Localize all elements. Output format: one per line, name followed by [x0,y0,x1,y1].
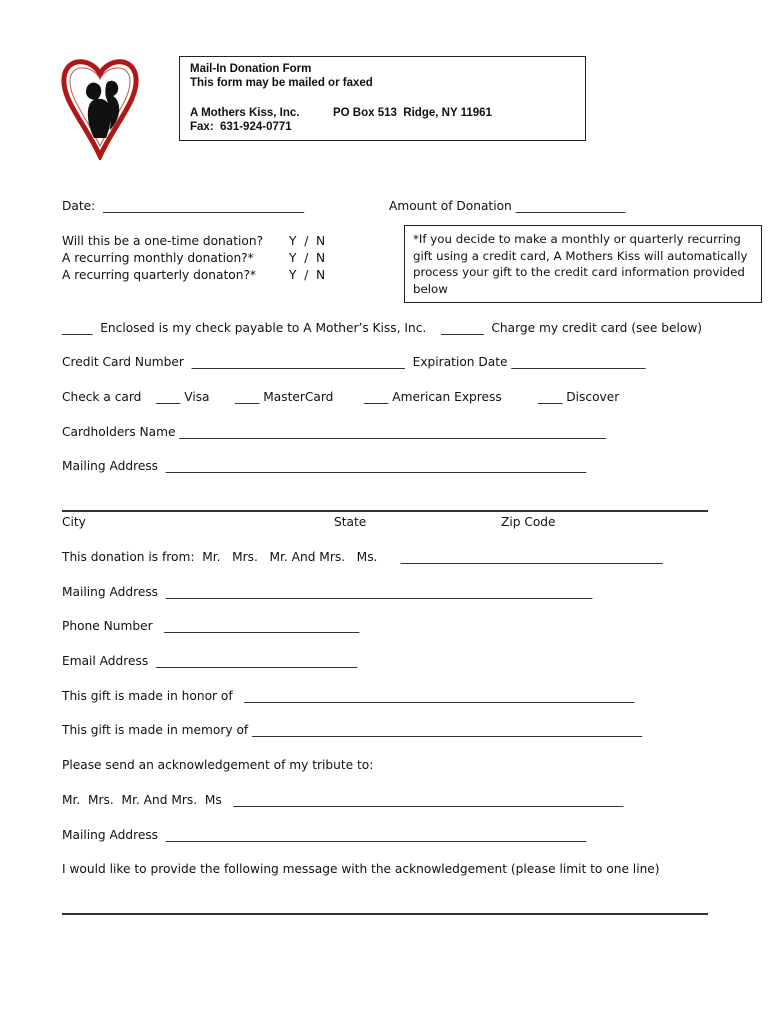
yn-quarterly[interactable]: Y / N [289,268,326,282]
donor-mailing-address-field[interactable]: Mailing Address ______________________________________________________________________ [62,585,593,599]
card-type-visa[interactable]: ____ Visa [156,390,210,404]
fax-number: Fax: 631-924-0771 [190,121,292,133]
header-box [179,56,586,141]
form-subtitle: This form may be mailed or faxed [190,77,373,89]
message-line[interactable] [62,913,708,915]
org-address: PO Box 513 Ridge, NY 11961 [333,107,492,119]
amount-field[interactable]: Amount of Donation __________________ [389,199,626,213]
ack-message-label: I would like to provide the following message with the acknowledgement (please limit to one line) [62,862,660,876]
check-enclosed-field[interactable]: _____ Enclosed is my check payable to A Mother’s Kiss, Inc. [62,321,427,335]
charge-card-field[interactable]: _______ Charge my credit card (see below) [441,321,703,335]
phone-field[interactable]: Phone Number ________________________________ [62,619,360,633]
email-field[interactable]: Email Address _________________________________ [62,654,358,668]
yn-one-time[interactable]: Y / N [289,234,326,248]
org-name: A Mothers Kiss, Inc. [190,107,300,119]
card-mailing-address-field[interactable]: Mailing Address _____________________________________________________________________ [62,459,587,473]
date-field[interactable]: Date: _________________________________ [62,199,305,213]
recurring-note: *If you decide to make a monthly or quarterly recurring gift using a credit card, A Mothers Kiss will automatically process your gift to the credit card information provided below [404,225,762,303]
question-quarterly: A recurring quarterly donaton?* [62,268,257,282]
card-number-field[interactable]: Credit Card Number ___________________________________ Expiration Date ______________________ [62,355,646,369]
honor-field[interactable]: This gift is made in honor of ________________________________________________________________ [62,689,635,703]
form-title: Mail-In Donation Form [190,63,312,75]
question-monthly: A recurring monthly donation?* [62,251,254,265]
yn-monthly[interactable]: Y / N [289,251,326,265]
card-type-mastercard[interactable]: ____ MasterCard [235,390,334,404]
donation-from-field[interactable]: This donation is from: Mr. Mrs. Mr. And Mrs. Ms. ___________________________________________ [62,550,663,564]
city-label: City [62,515,86,529]
acknowledgement-label: Please send an acknowledgement of my tribute to: [62,758,374,772]
zip-label: Zip Code [501,515,556,529]
ack-mailing-address-field[interactable]: Mailing Address _____________________________________________________________________ [62,828,587,842]
ack-names-field[interactable]: Mr. Mrs. Mr. And Mrs. Ms ________________________________________________________________ [62,793,624,807]
card-type-discover[interactable]: ____ Discover [538,390,620,404]
cardholder-name-field[interactable]: Cardholders Name ______________________________________________________________________ [62,425,606,439]
card-type-amex[interactable]: ____ American Express [364,390,502,404]
divider-rule [62,510,708,512]
memory-field[interactable]: This gift is made in memory of ________________________________________________________________ [62,723,643,737]
question-one-time: Will this be a one-time donation? [62,234,264,248]
card-type-label: Check a card [62,390,142,404]
state-label: State [334,515,367,529]
heart-logo-icon [60,52,140,160]
